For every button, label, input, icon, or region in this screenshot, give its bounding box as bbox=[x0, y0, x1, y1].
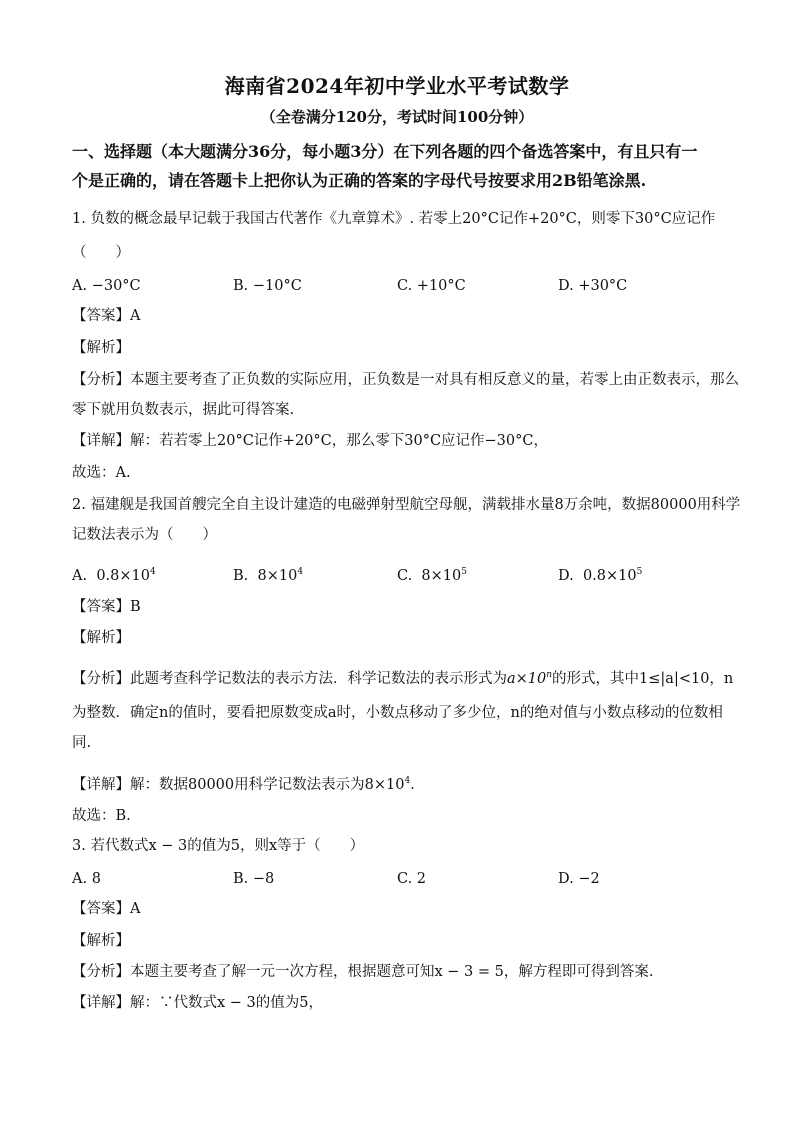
q1-option-a: A. −30°C bbox=[72, 278, 141, 294]
q1-option-d: D. +30°C bbox=[558, 278, 628, 294]
q3-option-d: D. −2 bbox=[558, 871, 600, 887]
q3-option-b: B. −8 bbox=[233, 871, 275, 887]
q3-stem: 3. 若代数式x − 3的值为5，则x等于（ ） bbox=[72, 838, 365, 854]
q2-analysis-label: 【解析】 bbox=[72, 630, 130, 646]
q1-fenxi-line-2: 零下就用负数表示，据此可得答案. bbox=[72, 402, 295, 418]
q2-answer: 【答案】B bbox=[72, 599, 141, 615]
q1-stem-line-2: （ ） bbox=[72, 245, 130, 261]
q2-fenxi-line-1: 【分析】此题考查科学记数法的表示方法．科学记数法的表示形式为$a\times 10^n$的形式，其中1≤|a|<10，n bbox=[72, 670, 734, 687]
q2-fenxi-line-3: 同. bbox=[72, 735, 92, 751]
q1-option-b: B. −10°C bbox=[233, 278, 302, 294]
q3-option-c: C. 2 bbox=[397, 871, 427, 887]
section-heading-line-2: 个是正确的，请在答题卡上把你认为正确的答案的字母代号按要求用2B铅笔涂黑. bbox=[72, 171, 647, 190]
page-title: 海南省2024年初中学业水平考试数学 bbox=[224, 74, 570, 98]
q2-option-b: B. $8\times 10^4$ bbox=[233, 567, 304, 584]
page-subtitle: （全卷满分120分，考试时间100分钟） bbox=[260, 108, 534, 126]
q2-fenxi-line-2: 为整数．确定n的值时，要看把原数变成a时，小数点移动了多少位，n的绝对值与小数点移动的位数相 bbox=[72, 705, 723, 721]
q1-detail: 【详解】解：若若零上20°C记作+20°C，那么零下30°C应记作−30°C， bbox=[72, 433, 548, 449]
q2-option-d: D. $0.8\times 10^5$ bbox=[558, 567, 643, 584]
section-heading-line-1: 一、选择题（本大题满分36分，每小题3分）在下列各题的四个备选答案中，有且只有一 bbox=[72, 142, 698, 161]
q2-choice: 故选：B. bbox=[72, 808, 131, 824]
q2-option-c: C. $8\times 10^5$ bbox=[397, 567, 467, 584]
q2-option-a: A. $0.8\times 10^4$ bbox=[72, 567, 156, 584]
q3-analysis-label: 【解析】 bbox=[72, 933, 130, 949]
q1-option-c: C. +10°C bbox=[397, 278, 466, 294]
q2-detail: 【详解】解：数据80000用科学记数法表示为$8\times 10^4$. bbox=[72, 776, 415, 793]
q1-choice: 故选：A. bbox=[72, 465, 131, 481]
q3-answer: 【答案】A bbox=[72, 901, 141, 917]
q2-stem-line-1: 2. 福建舰是我国首艘完全自主设计建造的电磁弹射型航空母舰，满载排水量8万余吨，数据80000用科学 bbox=[72, 497, 741, 513]
q2-stem-line-2: 记数法表示为（ ） bbox=[72, 527, 217, 543]
q1-answer: 【答案】A bbox=[72, 308, 141, 324]
q1-analysis-label: 【解析】 bbox=[72, 340, 130, 356]
q3-option-a: A. 8 bbox=[72, 871, 101, 887]
q3-fenxi: 【分析】本题主要考查了解一元一次方程，根据题意可知x − 3 = 5，解方程即可得到答案. bbox=[72, 964, 654, 980]
q1-stem-line-1: 1. 负数的概念最早记载于我国古代著作《九章算术》. 若零上20°C记作+20°C，则零下30°C应记作 bbox=[72, 211, 716, 227]
q3-detail: 【详解】解：∵代数式x − 3的值为5， bbox=[72, 995, 323, 1011]
q1-fenxi-line-1: 【分析】本题主要考查了正负数的实际应用，正负数是一对具有相反意义的量，若零上由正数表示，那么 bbox=[72, 372, 739, 388]
